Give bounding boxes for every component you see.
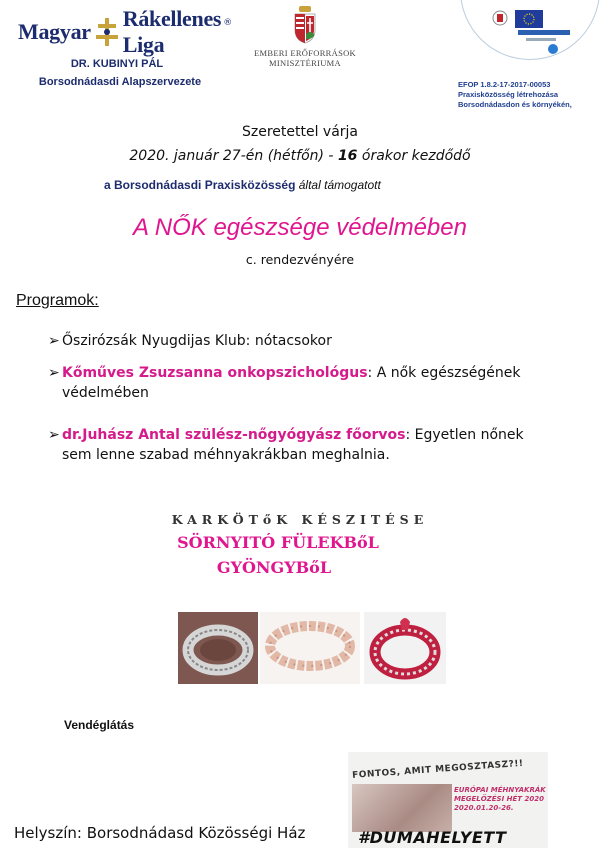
mrl-logo (18, 6, 233, 57)
efop-line2: Praxisközösség létrehozása (458, 90, 559, 99)
program-speaker: Kőműves Zsuzsanna onkopszichológus (62, 365, 368, 381)
badge-strip (518, 30, 570, 35)
eu-funding-badge (470, 2, 598, 60)
arrow-bullet-icon: ➢ (48, 427, 60, 443)
program-item (48, 425, 524, 465)
support-prefix: a (104, 178, 115, 192)
bracelet-photo-2 (260, 612, 360, 684)
program-item (48, 363, 521, 403)
logo-word-right: Rákellenes Liga (122, 6, 222, 57)
event-date (0, 148, 600, 164)
registered-mark: ® (223, 18, 233, 28)
arrow-bullet-icon: ➢ (48, 333, 60, 349)
date-hour: 16 (337, 148, 358, 164)
ministry-logo (250, 4, 360, 68)
eu-flag-icon (515, 10, 543, 28)
bracelet-photo-3 (364, 612, 446, 684)
banner-week-line2: MEGELŐZÉSI HÉT 2020 (454, 795, 544, 803)
liga-cross-icon (95, 17, 119, 47)
org-subtitle: Borsodnádasdi Alapszervezete (38, 76, 202, 88)
efop-code: EFOP 1.8.2-17-2017-00053 (458, 80, 551, 89)
programs-heading: Programok: (16, 292, 99, 309)
ministry-line1: EMBERI ERŐFORRÁSOK (254, 48, 356, 58)
craft-line-2: SÖRNYITÓ FÜLEKBőL (177, 533, 379, 552)
arrow-bullet-icon: ➢ (48, 365, 60, 381)
coat-of-arms-icon (291, 4, 319, 44)
craft-line-3: GYÖNGYBőL (216, 558, 332, 577)
ministry-line2: MINISZTÉRIUMA (269, 58, 341, 68)
event-subtitle: c. rendezvényére (245, 252, 355, 267)
support-org: Borsodnádasdi Praxisközösség (114, 178, 296, 192)
bracelet-photos (178, 612, 446, 684)
campaign-banner (348, 752, 548, 848)
banner-photo (352, 784, 452, 832)
banner-week (454, 786, 546, 813)
program-text-continued: védelmében (62, 385, 149, 401)
date-suffix: órakor kezdődő (357, 148, 471, 164)
efop-line3: Borsodnádasdon és környékén, (458, 100, 572, 109)
venue: Helyszín: Borsodnádasd Közösségi Ház (14, 824, 306, 842)
org-name: DR. KUBINYI PÁL (70, 58, 164, 70)
badge-strip-secondary (526, 38, 556, 41)
szechenyi-dot-icon (548, 44, 558, 54)
invitation-greeting: Szeretettel várja (241, 124, 359, 140)
program-item (48, 331, 332, 351)
support-line (104, 178, 381, 192)
banner-hashtag: #DUMAHELYETT (358, 828, 507, 847)
banner-week-dates: 2020.01.20-26. (454, 804, 514, 812)
support-suffix: által támogatott (295, 178, 381, 192)
program-speaker: dr.Juhász Antal szülész-nőgyógyász főorvos (62, 427, 406, 443)
program-text-continued: sem lenne szabad méhnyakrákban meghalnia. (62, 447, 390, 463)
program-text: Őszirózsák Nyugdijas Klub: nótacsokor (62, 333, 332, 349)
event-title: A NŐK egészsége védelmében (133, 214, 467, 241)
date-prefix: 2020. január 27-én (hétfőn) - (129, 148, 338, 164)
craft-heading: KARKÖTőK KÉSZITÉSE (171, 512, 429, 527)
bracelet-photo-1 (178, 612, 258, 684)
hungary-seal-icon (492, 10, 508, 26)
efop-info (458, 80, 598, 110)
program-text: : Egyetlen nőnek (405, 427, 524, 443)
banner-week-line1: EURÓPAI MÉHNYAKRÁK (454, 786, 546, 794)
banner-question: FONTOS, AMIT MEGOSZTASZ?!! (351, 758, 524, 781)
logo-word-left: Magyar (18, 19, 91, 44)
hospitality-label: Vendéglátás (64, 718, 135, 732)
program-text: : A nők egészségének (367, 365, 521, 381)
